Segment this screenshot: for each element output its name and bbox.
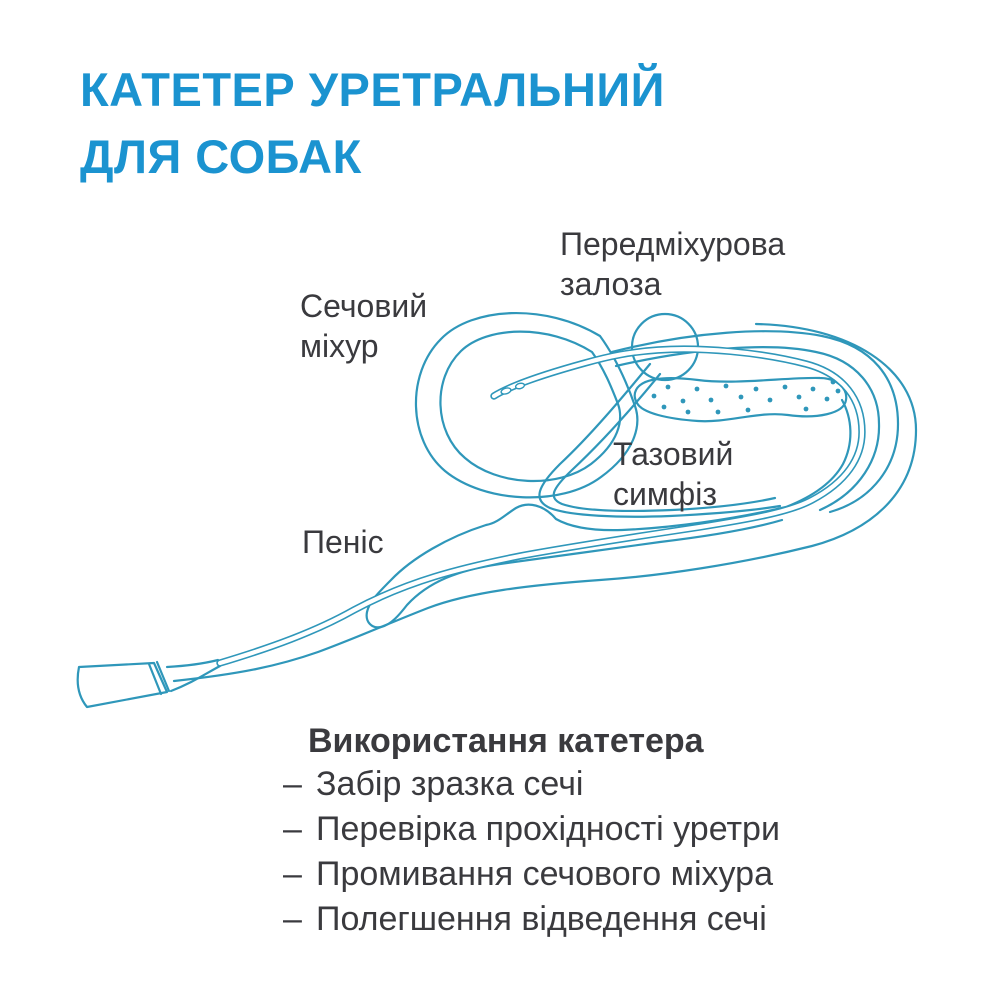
bullet-dash: – <box>283 855 302 893</box>
usage-list <box>283 762 780 942</box>
label-bladder-line1: Сечовий <box>300 288 428 324</box>
bladder-inner-wall <box>440 332 620 481</box>
label-pelvis-line2: симфіз <box>613 476 717 512</box>
usage-item-text: Промивання сечового міхура <box>316 855 773 893</box>
label-prostate-gland <box>560 224 785 304</box>
label-penis-text: Пеніс <box>302 524 384 560</box>
label-pelvis-line1: Тазовий <box>613 436 734 472</box>
bullet-dash: – <box>283 765 302 803</box>
usage-heading: Використання катетера <box>308 722 704 760</box>
label-pelvic-symphysis <box>613 434 733 514</box>
list-item <box>283 807 780 852</box>
list-item <box>283 762 780 807</box>
bullet-dash: – <box>283 900 302 938</box>
catheter-tube <box>220 349 862 663</box>
usage-item-text: Перевірка прохідності уретри <box>316 810 780 848</box>
catheter-funnel <box>78 663 167 707</box>
bullet-dash: – <box>283 810 302 848</box>
label-penis <box>302 522 384 562</box>
usage-item-text: Полегшення відведення сечі <box>316 900 767 938</box>
label-bladder-line2: міхур <box>300 328 379 364</box>
page-title-line2: ДЛЯ СОБАК <box>80 130 362 183</box>
usage-item-text: Забір зразка сечі <box>316 765 584 803</box>
list-item <box>283 897 780 942</box>
page-title-line1: КАТЕТЕР УРЕТРАЛЬНИЙ <box>80 63 665 116</box>
label-prostate-line2: залоза <box>560 266 662 302</box>
pelvic-symphysis <box>635 378 847 421</box>
list-item <box>283 852 780 897</box>
bone-dots <box>652 380 841 415</box>
label-prostate-line1: Передміхурова <box>560 226 786 262</box>
bladder-outer-wall <box>416 313 637 497</box>
label-urinary-bladder <box>300 286 427 366</box>
catheter-tube-lumen <box>220 349 862 663</box>
